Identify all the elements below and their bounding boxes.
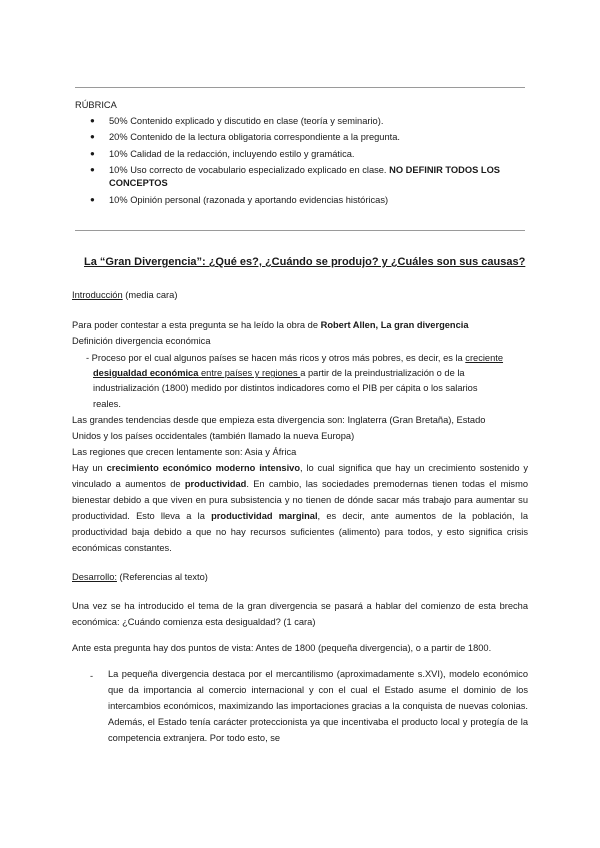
list-dash: -	[90, 671, 94, 681]
paragraph-text: . En cambio, las sociedades premodernas tienen todas el mismo bienestar debido a que viven en pura subsistencia y no tienen de dónde sacar más trabajo para aumentar su productividad. Esto lleva a la	[72, 479, 528, 521]
intro-heading	[72, 289, 177, 301]
viewpoints-line: Ante esta pregunta hay dos puntos de vista: Antes de 1800 (pequeña divergencia), o a partir de 1800.	[72, 643, 492, 653]
rubric-item: 20% Contenido de la lectura obligatoria correspondiente a la pregunta.	[109, 132, 400, 142]
rubric-item-text: 10% Uso correcto de vocabulario especializado explicado en clase.	[109, 165, 387, 175]
definition-line	[86, 352, 503, 364]
definition-emphasis: creciente	[465, 353, 504, 363]
development-heading-note: (Referencias al texto)	[116, 572, 208, 582]
bullet-icon: ●	[90, 149, 95, 158]
rubric-item-continuation	[109, 177, 168, 189]
rubric-item: 50% Contenido explicado y discutido en clase (teoría y seminario).	[109, 116, 384, 126]
bullet-icon: ●	[90, 116, 95, 125]
intro-source	[72, 319, 469, 331]
top-divider	[75, 87, 525, 88]
trends-line: Las grandes tendencias desde que empieza esta divergencia son: Inglaterra (Gran Bretaña), Estado	[72, 415, 486, 425]
development-heading-label: Desarrollo:	[72, 572, 117, 582]
intro-heading-note: (media cara)	[122, 290, 178, 300]
bullet-icon: ●	[90, 132, 95, 141]
bullet-icon: ●	[90, 165, 95, 174]
paragraph-emphasis: productividad marginal	[211, 511, 318, 521]
definition-emphasis: entre países y regiones	[198, 368, 301, 378]
trends-line: Unidos y los países occidentales (también llamado la nueva Europa)	[72, 431, 355, 441]
definition-line	[93, 367, 465, 379]
definition-line: reales.	[93, 399, 121, 409]
rubric-item: 10% Calidad de la redacción, incluyendo estilo y gramática.	[109, 149, 355, 159]
small-divergence-paragraph: La pequeña divergencia destaca por el mercantilismo (aproximadamente s.XVI), modelo económico que da importancia al comercio internacional y con el cual el Estado asume el dominio de los intercambios económicos, maximizando las importaciones gracias a la conquista de nuevas colonias. Además, el Estado tenía carácter proteccionista ya que incentivaba el producto local y protegía de la competencia extranjera. Por todo esto, se	[108, 669, 528, 743]
definition-emphasis: desigualdad económica	[93, 368, 199, 378]
paragraph-emphasis: productividad	[184, 479, 247, 489]
definition-text: - Proceso por el cual algunos países se hacen más ricos y otros más pobres, es decir, es la	[86, 353, 466, 363]
intro-heading-label: Introducción	[72, 290, 123, 300]
rubric-heading: RÚBRICA	[75, 100, 117, 110]
paragraph-text: Hay un	[72, 463, 107, 473]
rubric-item-emphasis: NO DEFINIR TODOS LOS	[389, 165, 501, 175]
rubric-divider	[75, 230, 525, 231]
development-paragraph	[72, 598, 528, 630]
slow-regions-line: Las regiones que crecen lentamente son: Asia y África	[72, 447, 297, 457]
rubric-item	[109, 164, 500, 176]
essay-title: La “Gran Divergencia”: ¿Qué es?, ¿Cuándo se produjo? y ¿Cuáles son sus causas?	[84, 256, 526, 268]
intro-paragraph	[72, 460, 528, 556]
development-heading	[72, 571, 208, 583]
intro-source-book: Robert Allen, La gran divergencia	[320, 320, 469, 330]
bullet-icon: ●	[90, 195, 95, 204]
paragraph-text: , es decir, ante aumentos de la población, la productividad baja debido a que no hay recursos suficientes (alimento) para todos, y esto significa crisis económicas constantes.	[72, 511, 528, 553]
paragraph-emphasis: crecimiento económico moderno intensivo	[106, 463, 301, 473]
rubric-item-emphasis: CONCEPTOS	[109, 178, 168, 188]
intro-source-text: Para poder contestar a esta pregunta se ha leído la obra de	[72, 320, 321, 330]
intro-definition-label: Definición divergencia económica	[72, 336, 211, 346]
paragraph-text: , lo cual significa que hay un crecimiento sostenido y vinculado a aumentos de	[72, 463, 529, 489]
definition-line: industrialización (1800) medido por distintos indicadores como el PIB per cápita o los salarios	[93, 383, 478, 393]
paragraph-text: )	[312, 617, 316, 627]
rubric-item: 10% Opinión personal (razonada y aportando evidencias históricas)	[109, 195, 389, 205]
definition-text: a partir de la preindustrialización o de la	[300, 368, 465, 378]
paragraph-text: Una vez se ha introducido el tema de la gran divergencia se pasará a hablar del comienzo de esta brecha económica: ¿Cuándo comienza esta desigualdad? (1 cara	[72, 601, 528, 627]
